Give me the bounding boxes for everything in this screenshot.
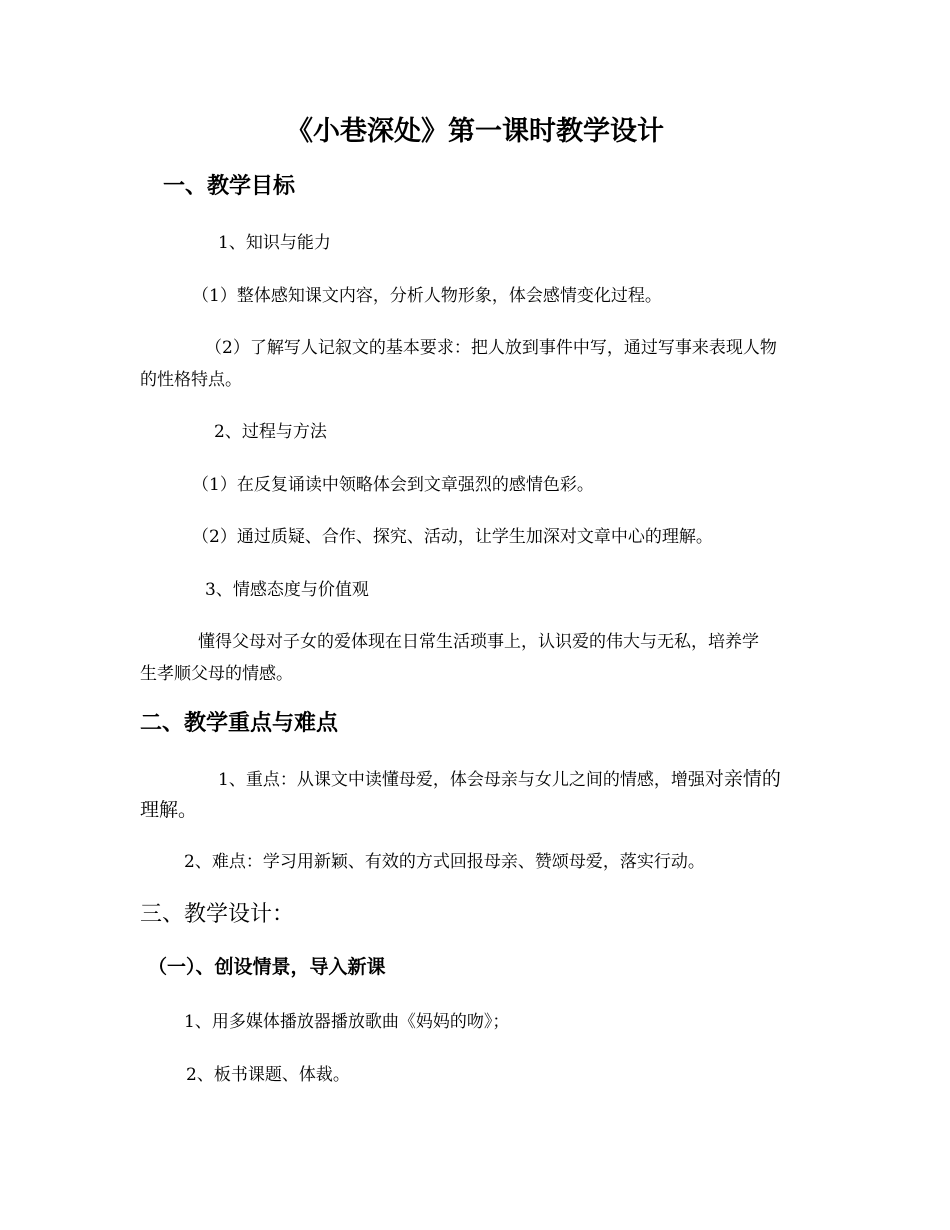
subheading-process-method: 2、过程与方法 <box>214 422 327 442</box>
objective-paragraph-continuation: 生孝顺父母的情感。 <box>140 664 293 684</box>
key-point-text-emphasis: 对亲情的 <box>704 768 781 790</box>
design-step-item: 2、板书课题、体裁。 <box>186 1065 350 1085</box>
design-part-heading: （一）、创设情景，导入新课 <box>148 956 386 978</box>
key-point-item-continuation <box>140 801 197 820</box>
subheading-emotion-values: 3、情感态度与价值观 <box>205 580 369 600</box>
objective-paragraph: 懂得父母对子女的爱体现在日常生活琐事上，认识爱的伟大与无私，培养学 <box>198 632 759 652</box>
objective-item: （1）在反复诵读中领略体会到文章强烈的感情色彩。 <box>192 475 594 495</box>
section-heading-key-points: 二、教学重点与难点 <box>140 711 339 736</box>
key-point-text-end: 理解。 <box>140 799 198 821</box>
document-title: 《小巷深处》第一课时教学设计 <box>286 116 664 147</box>
objective-item: （1）整体感知课文内容，分析人物形象，体会感情变化过程。 <box>192 286 662 306</box>
design-step-item: 1、用多媒体播放器播放歌曲《妈妈的吻》； <box>184 1012 510 1032</box>
subheading-knowledge-ability: 1、知识与能力 <box>218 233 331 253</box>
section-heading-objectives: 一、教学目标 <box>163 174 296 199</box>
difficult-point-item: 2、难点：学习用新颖、有效的方式回报母亲、赞颂母爱，落实行动。 <box>184 852 705 872</box>
objective-item-continuation: 的性格特点。 <box>140 370 242 390</box>
section-heading-design: 三、教学设计： <box>140 902 295 927</box>
key-point-text: 1、重点：从课文中读懂母爱，体会母亲与女儿之间的情感，增强 <box>218 770 705 790</box>
objective-item: （2）了解写人记叙文的基本要求：把人放到事件中写，通过写事来表现人物 <box>205 338 777 358</box>
key-point-item <box>218 770 781 789</box>
objective-item: （2）通过质疑、合作、探究、活动，让学生加深对文章中心的理解。 <box>192 527 713 547</box>
